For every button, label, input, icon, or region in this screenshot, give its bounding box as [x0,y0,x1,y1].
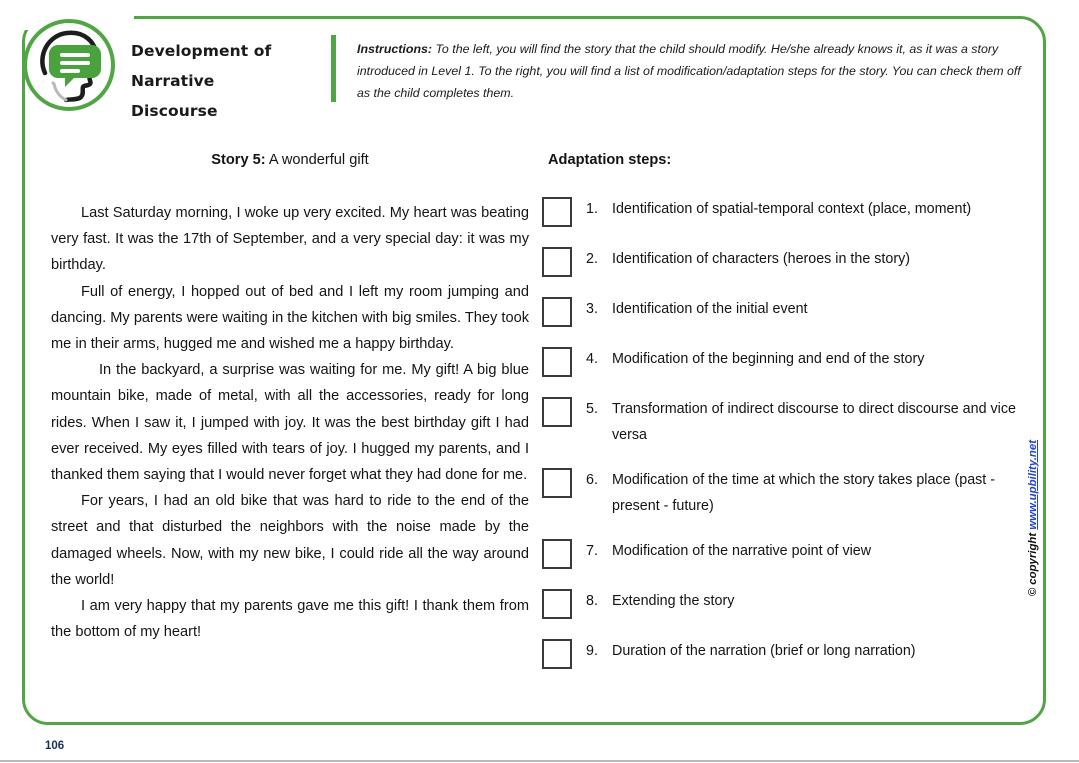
step-checkbox-1[interactable] [542,197,572,227]
page-number: 106 [45,740,65,752]
instructions-text: To the left, you will find the story that the child should modify. He/she already knows it, as it was a story introduced in Level 1. To the right, you will find a list of modification/adaptation steps for the story. You can check them off as the child completes them. [357,42,1021,100]
page-title [131,36,331,126]
story-title [51,152,529,168]
step-number: 2. [586,251,598,267]
step-label: Extending the story [612,593,735,609]
story-paragraph: Full of energy, I hopped out of bed and I left my room jumping and dancing. My parents were waiting in the kitchen with big smiles. They took me in their arms, hugged me and wished me a happy birthday. [51,283,529,353]
instructions-label: Instructions: [357,42,433,56]
step-checkbox-8[interactable] [542,589,572,619]
instructions-block [357,38,1022,104]
step-checkbox-2[interactable] [542,247,572,277]
step-number: 4. [586,351,598,367]
story-paragraph: For years, I had an old bike that was hard to ride to the end of the street and that disturbed the neighbors with the noise made by the damaged wheels. Now, with my new bike, I could ride all the way around the world! [51,493,529,588]
copyright-prefix: © copyright [1027,529,1039,597]
story-number-label: Story 5: [211,152,266,168]
footer-divider [0,760,1079,762]
adaptation-steps-list [542,196,1032,688]
list-item[interactable] [542,296,1032,327]
step-checkbox-4[interactable] [542,347,572,377]
step-label: Identification of the initial event [612,301,808,317]
step-number: 9. [586,643,598,659]
step-number: 7. [586,543,598,559]
step-label: Identification of characters (heroes in the story) [612,251,910,267]
step-number: 8. [586,593,598,609]
step-label: Modification of the beginning and end of the story [612,351,925,367]
page-title-line-1: Development of Narrative [131,42,272,90]
list-item[interactable] [542,538,1032,569]
step-checkbox-6[interactable] [542,468,572,498]
step-checkbox-3[interactable] [542,297,572,327]
step-label: Duration of the narration (brief or long narration) [612,643,916,659]
page-title-line-2: Discourse [131,102,218,120]
copyright-notice [1027,440,1039,596]
list-item[interactable] [542,396,1032,448]
step-checkbox-5[interactable] [542,397,572,427]
step-label: Identification of spatial-temporal context (place, moment) [612,201,972,217]
adaptation-steps-title: Adaptation steps: [548,152,672,168]
copyright-link[interactable]: www.upbility.net [1027,440,1039,530]
story-body [51,200,529,645]
instructions-divider [331,35,336,102]
list-item[interactable] [542,246,1032,277]
step-number: 3. [586,301,598,317]
list-item[interactable] [542,638,1032,669]
story-name-label: A wonderful gift [265,152,369,168]
step-label: Modification of the time at which the story takes place (past - present - future) [612,472,996,514]
story-paragraph: I am very happy that my parents gave me this gift! I thank them from the bottom of my heart! [51,598,529,641]
step-number: 1. [586,201,598,217]
story-paragraph: In the backyard, a surprise was waiting for me. My gift! A big blue mountain bike, made of metal, with all the accessories, ready for long rides. When I saw it, I jumped with joy. It was the best birthday gift I had ever received. My eyes filled with tears of joy. I hugged my parents, and I thanked them saying that I would never forget what they had done for me. [51,362,529,484]
step-number: 5. [586,401,598,417]
list-item[interactable] [542,588,1032,619]
list-item[interactable] [542,467,1032,519]
head-speech-bubble-logo [22,18,116,112]
step-label: Transformation of indirect discourse to direct discourse and vice versa [612,401,1016,443]
list-item[interactable] [542,346,1032,377]
step-checkbox-9[interactable] [542,639,572,669]
step-checkbox-7[interactable] [542,539,572,569]
list-item[interactable] [542,196,1032,227]
step-number: 6. [586,472,598,488]
story-paragraph: Last Saturday morning, I woke up very excited. My heart was beating very fast. It was the 17th of September, and a very special day: it was my birthday. [51,205,529,274]
step-label: Modification of the narrative point of view [612,543,872,559]
